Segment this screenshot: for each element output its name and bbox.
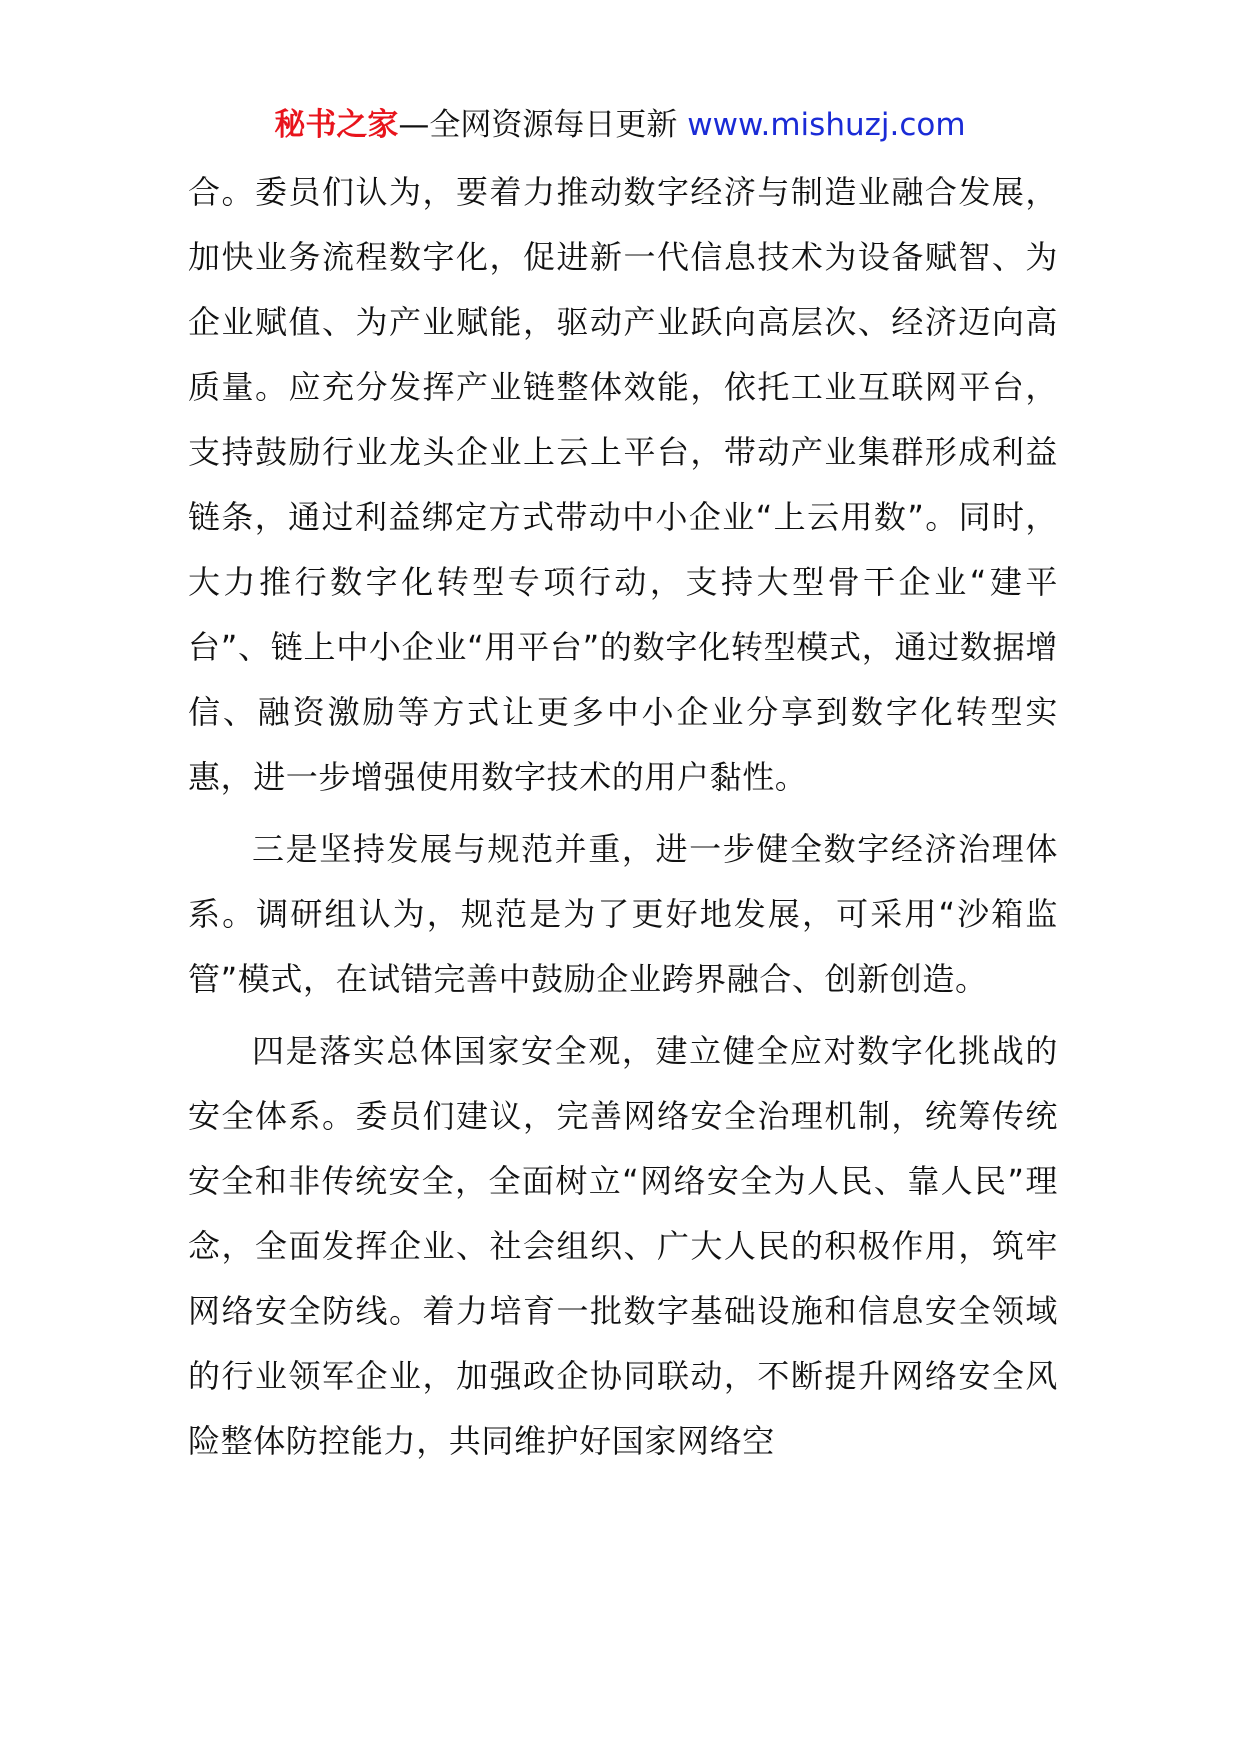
site-brand: 秘书之家 bbox=[274, 107, 399, 143]
paragraph-point-four: 四是落实总体国家安全观，建立健全应对数字化挑战的安全体系。委员们建议，完善网络安全治理机制，统筹传统安全和非传统安全，全面树立“网络安全为人民、靠人民”理念，全面发挥企业、社会组织、广大人民的积极作用，筑牢网络安全防线。着力培育一批数字基础设施和信息安全领域的行业领军企业，加强政企协同联动，不断提升网络安全风险整体防控能力，共同维护好国家网络空 bbox=[188, 1032, 1058, 1460]
site-slogan: —全网资源每日更新 bbox=[398, 107, 678, 143]
document-body bbox=[188, 160, 1058, 1474]
site-url-link[interactable]: www.mishuzj.com bbox=[687, 107, 966, 143]
paragraph-point-three: 三是坚持发展与规范并重，进一步健全数字经济治理体系。调研组认为，规范是为了更好地发展，可采用“沙箱监管”模式，在试错完善中鼓励企业跨界融合、创新创造。 bbox=[188, 830, 1058, 998]
site-header bbox=[0, 104, 1240, 146]
paragraph-continued: 合。委员们认为，要着力推动数字经济与制造业融合发展，加快业务流程数字化，促进新一代信息技术为设备赋智、为企业赋值、为产业赋能，驱动产业跃向高层次、经济迈向高质量。应充分发挥产业链整体效能，依托工业互联网平台，支持鼓励行业龙头企业上云上平台，带动产业集群形成利益链条，通过利益绑定方式带动中小企业“上云用数”。同时，大力推行数字化转型专项行动，支持大型骨干企业“建平台”、链上中小企业“用平台”的数字化转型模式，通过数据增信、融资激励等方式让更多中小企业分享到数字化转型实惠，进一步增强使用数字技术的用户黏性。 bbox=[188, 173, 1058, 796]
